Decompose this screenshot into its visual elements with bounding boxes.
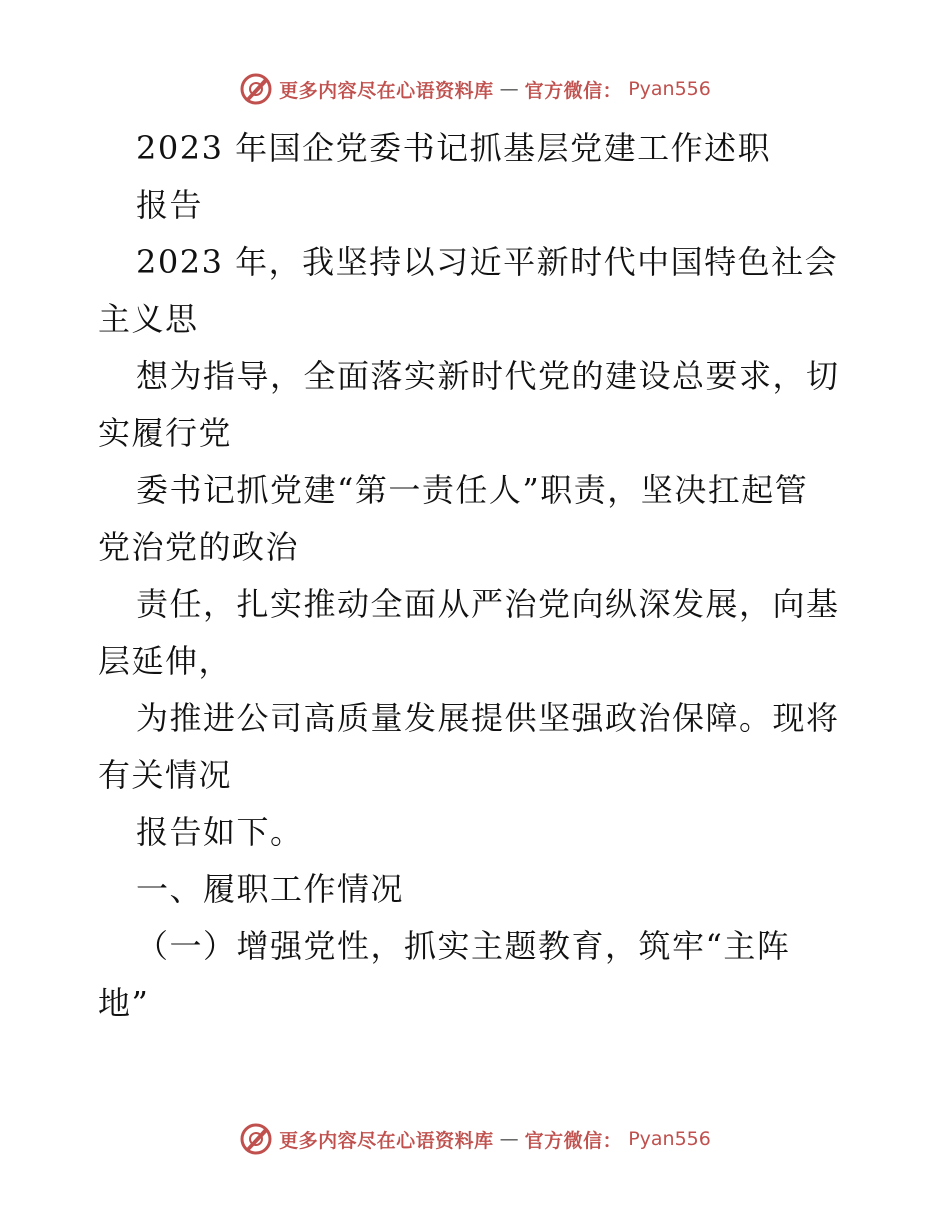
paragraph-first-line: 责任，扎实推动全面从严治党向纵深发展，向基 [136,585,840,623]
paragraph-first-line: 报告 [136,186,204,224]
paragraph [98,690,858,804]
paragraph-first-line: 一、履职工作情况 [136,870,405,908]
subsection-heading [98,918,858,1032]
watermark-separator: — [499,78,519,100]
paragraph-first-line: 为推进公司高质量发展提供坚强政治保障。现将 [136,699,840,737]
document-body [98,120,858,1032]
paragraph [98,462,858,576]
paragraph [98,177,858,234]
pen-logo-icon [239,72,273,106]
header-watermark [0,72,950,106]
paragraph-first-line: 委书记抓党建“第一责任人”职责，坚决扛起管 [136,471,809,509]
paragraph [98,348,858,462]
watermark-wechat-label: 官方微信： [524,1129,623,1152]
watermark-separator: — [499,1128,519,1150]
pen-logo-icon [239,1122,273,1156]
paragraph-continuation-line: 层延伸， [98,642,233,680]
paragraph-first-line: 2023 年国企党委书记抓基层党建工作述职 [136,129,772,167]
paragraph-first-line: 报告如下。 [136,813,304,851]
paragraph [98,576,858,690]
paragraph-continuation-line: 实履行党 [98,414,233,452]
paragraph-first-line: （一）增强党性，抓实主题教育，筑牢“主阵 [136,927,791,965]
paragraph-continuation-line: 地” [98,984,150,1022]
watermark-handle: Pyan556 [628,78,711,100]
section-heading [98,861,858,918]
paragraph [98,804,858,861]
paragraph-continuation-line: 有关情况 [98,756,233,794]
watermark-handle: Pyan556 [628,1128,711,1150]
watermark-site-text: 更多内容尽在心语资料库 [279,1129,494,1152]
paragraph [98,234,858,348]
paragraph-first-line: 2023 年，我坚持以习近平新时代中国特色社会 [136,243,839,281]
paragraph-continuation-line: 主义思 [98,300,199,338]
watermark-wechat-label: 官方微信： [524,79,623,102]
watermark-site-text: 更多内容尽在心语资料库 [279,79,494,102]
paragraph-continuation-line: 党治党的政治 [98,528,300,566]
paragraph-first-line: 想为指导，全面落实新时代党的建设总要求，切 [136,357,840,395]
footer-watermark [0,1122,950,1156]
paragraph [98,120,858,177]
